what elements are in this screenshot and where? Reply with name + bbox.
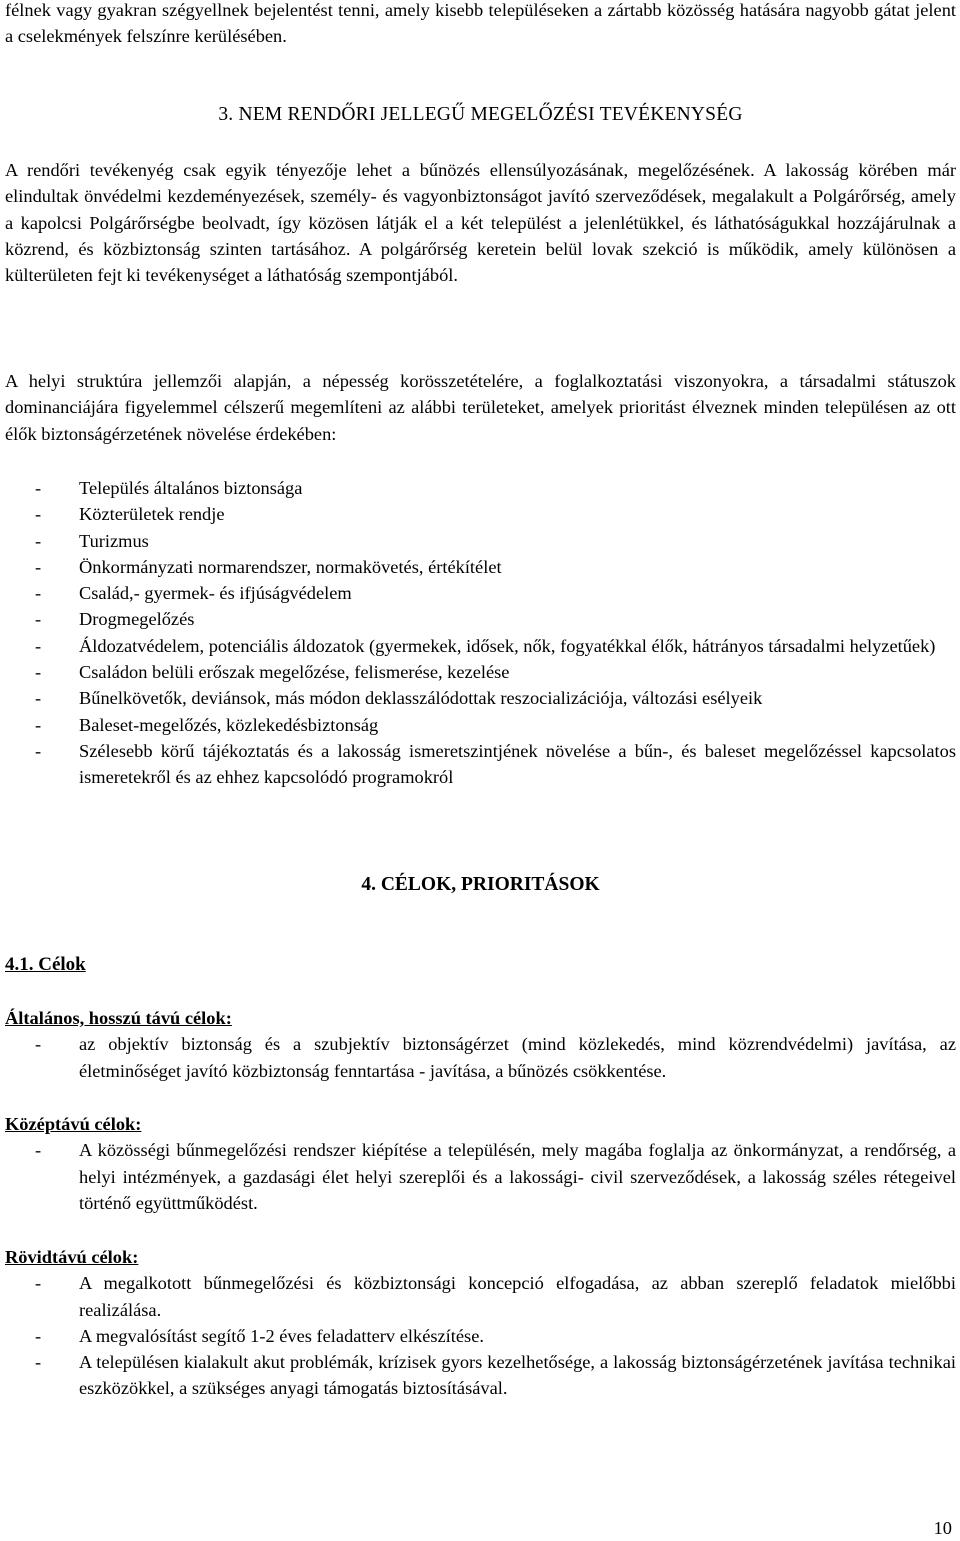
list-item-text: A megvalósítást segítő 1-2 éves feladatterv elkészítése. [79, 1325, 484, 1346]
short-term-goals [5, 1244, 956, 1402]
list-item [5, 1137, 956, 1216]
dash-marker: - [35, 1034, 42, 1055]
priority-list [5, 475, 956, 791]
list-item [5, 554, 956, 580]
list-item-text: Közterületek rendje [79, 504, 225, 525]
mid-term-goals-list [5, 1137, 956, 1216]
section-4-heading: 4. CÉLOK, PRIORITÁSOK [361, 874, 600, 895]
dash-marker: - [35, 556, 42, 577]
list-item [5, 501, 956, 527]
dash-marker: - [35, 1325, 42, 1346]
list-item [5, 475, 956, 501]
list-item [5, 1349, 956, 1402]
document-page [5, 0, 956, 1537]
list-item-text: Család,- gyermek- és ifjúságvédelem [79, 583, 352, 604]
list-item [5, 1323, 956, 1349]
section-4-1-heading-text: 4.1. Célok [5, 954, 86, 975]
list-item-text: Önkormányzati normarendszer, normakövetés, értékítélet [79, 556, 502, 577]
dash-marker: - [35, 530, 42, 551]
dash-marker: - [35, 635, 42, 656]
section-3-heading: 3. NEM RENDŐRI JELLEGŰ MEGELŐZÉSI TEVÉKENYSÉG [218, 104, 743, 125]
list-item-text: Település általános biztonsága [79, 478, 303, 498]
dash-marker: - [35, 1352, 42, 1373]
dash-marker: - [35, 688, 42, 709]
list-item-text: Szélesebb körű tájékoztatás és a lakosság ismeretszintjének növelése a bűn-, és baleset megelőzéssel kapcsolatos ismeretekről és az ehhez kapcsolódó programokról [79, 740, 956, 788]
long-term-goals [5, 1005, 956, 1084]
list-item [5, 1270, 956, 1323]
mid-term-goals-title: Középtávú célok: [5, 1114, 142, 1134]
section-3-paragraph-1: A rendőri tevékenyég csak egyik tényezője lehet a bűnözés ellensúlyozásának, megelőzésének. A lakosság körében már elindultak önvédelmi kezdeményezések, személy- és vagyonbiztonságot javító szerveződések, megalakult a Polgárőrség, amely a kapolcsi Polgárőrségbe beolvadt, így közösen látják el a két települést a jelenlétükkel, és láthatóságukkal hozzájárulnak a közrend, és közbiztonság szinten tartásához. A polgárőrség keretein belül lovak szekció is működik, amely különösen a külterületen fejt ki tevékenységet a láthatóság szempontjából. [5, 160, 956, 286]
dash-marker: - [35, 714, 42, 735]
page-number: 10 [933, 1518, 952, 1538]
list-item-text: Baleset-megelőzés, közlekedésbiztonság [79, 714, 379, 735]
list-item-text: Családon belüli erőszak megelőzése, felismerése, kezelése [79, 662, 510, 683]
long-term-goals-title: Általános, hosszú távú célok: [5, 1008, 232, 1028]
dash-marker: - [35, 1140, 42, 1161]
list-item-text: Áldozatvédelem, potenciális áldozatok (gyermekek, idősek, nők, fogyatékkal élők, hátrányos társadalmi helyzetűek) [79, 635, 936, 656]
dash-marker: - [35, 478, 42, 498]
list-item [5, 580, 956, 606]
dash-marker: - [35, 504, 42, 525]
section-3-paragraph-2: A helyi struktúra jellemzői alapján, a népesség korösszetételére, a foglalkoztatási viszonyokra, a társadalmi státuszok dominanciájára figyelemmel célszerű megemlíteni az alábbi területeket, amelyek prioritást élveznek minden településen az ott élők biztonságérzetének növelése érdekében: [5, 371, 956, 444]
short-term-goals-list [5, 1270, 956, 1401]
list-item [5, 738, 956, 791]
list-item-text: Drogmegelőzés [79, 609, 195, 630]
long-term-goals-list [5, 1031, 956, 1084]
list-item-text: Turizmus [79, 530, 149, 551]
list-item [5, 685, 956, 711]
dash-marker: - [35, 609, 42, 630]
list-item [5, 528, 956, 554]
section-4-1-heading [5, 952, 86, 978]
list-item [5, 633, 956, 659]
list-item [5, 712, 956, 738]
intro-paragraph: félnek vagy gyakran szégyellnek bejelentést tenni, amely kisebb településeken a zártabb közösség hatására nagyobb gátat jelent a cselekmények felszínre kerülésében. [5, 0, 956, 47]
list-item [5, 606, 956, 632]
dash-marker: - [35, 740, 42, 761]
dash-marker: - [35, 583, 42, 604]
list-item [5, 1031, 956, 1084]
list-item-text: A közösségi bűnmegelőzési rendszer kiépítése a településén, mely magába foglalja az önkormányzat, a rendőrség, a helyi intézmények, a gazdasági élet helyi szereplői és a lakossági- civil szerveződések, a lakosság széles rétegeivel történő együttműködést. [79, 1140, 956, 1213]
list-item-text: Bűnelkövetők, deviánsok, más módon deklasszálódottak reszocializációja, változási esélyeik [79, 688, 763, 709]
list-item [5, 659, 956, 685]
short-term-goals-title: Rövidtávú célok: [5, 1247, 139, 1267]
dash-marker: - [35, 662, 42, 683]
list-item-text: A településen kialakult akut problémák, krízisek gyors kezelhetősége, a lakosság biztonságérzetének javítása technikai eszközökkel, a szükséges anyagi támogatás biztosításával. [79, 1352, 956, 1399]
dash-marker: - [35, 1273, 42, 1294]
list-item-text: A megalkotott bűnmegelőzési és közbiztonsági koncepció elfogadása, az abban szereplő feladatok mielőbbi realizálása. [79, 1273, 956, 1320]
list-item-text: az objektív biztonság és a szubjektív biztonságérzet (mind közlekedés, mind közrendvédelmi) javítása, az életminőséget javító közbiztonság fenntartása - javítása, a bűnözés csökkentése. [79, 1034, 956, 1081]
mid-term-goals [5, 1111, 956, 1216]
